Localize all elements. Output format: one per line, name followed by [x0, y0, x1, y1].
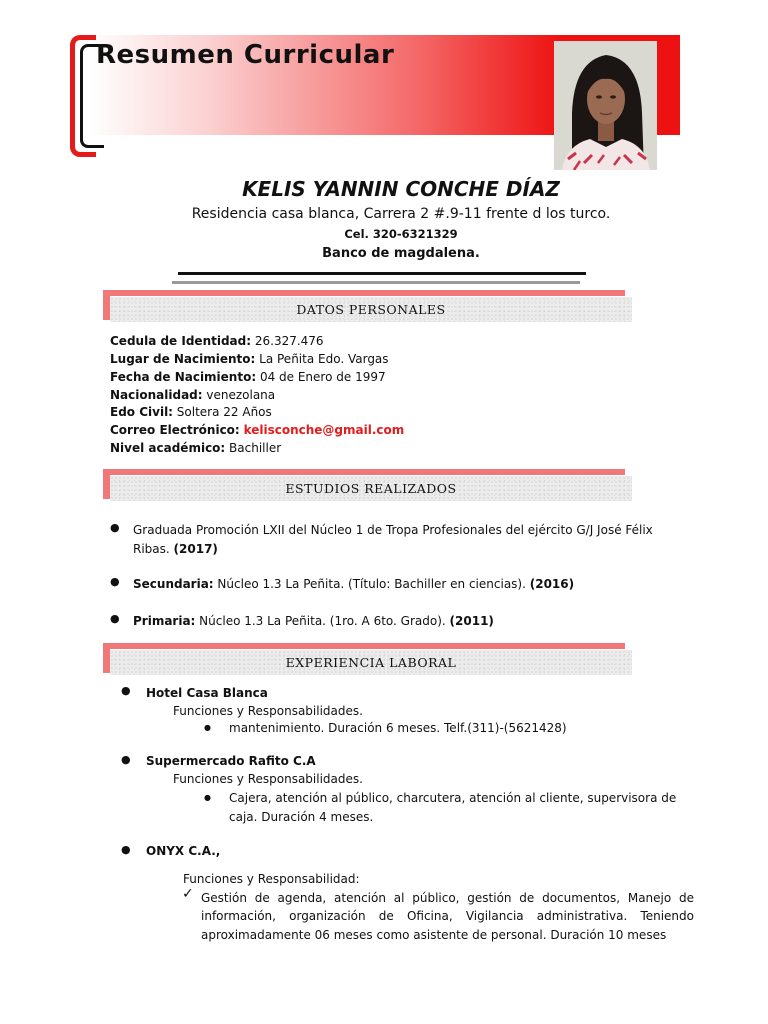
personal-academic-value: Bachiller [225, 441, 282, 455]
study-item-3-label: Primaria: [133, 614, 196, 628]
checkmark-icon: ✓ [182, 886, 194, 902]
study-item-1-line1: Graduada Promoción LXII del Núcleo 1 de Tropa Profesionales del ejército G/J José Félix [133, 523, 653, 537]
job-1-item: mantenimiento. Duración 6 meses. Telf.(311)-(5621428) [229, 721, 567, 735]
personal-id-row [110, 333, 324, 349]
study-item-2-label: Secundaria: [133, 577, 214, 591]
section-header-experience: EXPERIENCIA LABORAL [110, 650, 632, 675]
job-2-subtitle: Funciones y Responsabilidades. [173, 772, 363, 786]
study-item-1-year: (2017) [173, 542, 218, 556]
personal-nationality-label: Nacionalidad: [110, 388, 203, 402]
job-1-subtitle: Funciones y Responsabilidades. [173, 704, 363, 718]
personal-academic-label: Nivel académico: [110, 441, 226, 455]
study-item-2 [133, 576, 574, 592]
job-3-title: ONYX C.A., [146, 844, 221, 858]
personal-academic-row [110, 440, 281, 456]
bullet-icon: ● [110, 575, 120, 588]
bullet-icon: ● [121, 753, 131, 766]
study-item-3-value: Núcleo 1.3 La Peñita. (1ro. A 6to. Grado). [195, 614, 450, 628]
candidate-phone: Cel. 320-6321329 [344, 227, 458, 241]
candidate-name: KELIS YANNIN CONCHE DÍAZ [242, 177, 560, 201]
study-item-1-line2 [133, 541, 218, 557]
personal-civil-label: Edo Civil: [110, 405, 173, 419]
section-bar-personal [103, 290, 625, 296]
personal-birthdate-value: 04 de Enero de 1997 [256, 370, 386, 384]
profile-photo [554, 41, 657, 170]
study-item-3-year: (2011) [449, 614, 494, 628]
bullet-icon: ● [110, 521, 120, 534]
personal-civil-value: Soltera 22 Años [172, 405, 272, 419]
divider-gray [172, 281, 580, 284]
section-edge-studies [103, 469, 110, 499]
job-3-item-line3: aproximadamente 06 meses como asistente de personal. Duración 10 meses [201, 928, 667, 942]
personal-email-label: Correo Electrónico: [110, 423, 240, 437]
section-edge-experience [103, 643, 110, 673]
personal-birthdate-row [110, 369, 386, 385]
bullet-icon: ● [110, 612, 120, 625]
study-item-2-value: Núcleo 1.3 La Peñita. (Título: Bachiller en ciencias). [213, 577, 530, 591]
job-3-subtitle: Funciones y Responsabilidad: [183, 872, 360, 886]
job-3-item-line1: Gestión de agenda, atención al público, gestión de documentos, Manejo de [201, 891, 694, 905]
personal-birthdate-label: Fecha de Nacimiento: [110, 370, 257, 384]
candidate-bank: Banco de magdalena. [322, 246, 480, 261]
job-2-item-line2: caja. Duración 4 meses. [229, 810, 374, 824]
document-title: Resumen Curricular [96, 40, 395, 70]
section-header-studies: ESTUDIOS REALIZADOS [110, 476, 632, 501]
job-3-item-line2: información, organización de Oficina, Vigilancia administrativa. Teniendo [201, 909, 694, 923]
study-item-2-year: (2016) [529, 577, 575, 591]
personal-birthplace-value: La Peñita Edo. Vargas [255, 352, 389, 366]
section-bar-experience [103, 643, 625, 649]
bullet-icon: ● [204, 793, 211, 802]
divider-black [178, 272, 586, 275]
section-header-personal: DATOS PERSONALES [110, 297, 632, 322]
personal-id-label: Cedula de Identidad: [110, 334, 252, 348]
study-item-3 [133, 613, 494, 629]
bullet-icon: ● [204, 723, 211, 732]
section-edge-personal [103, 290, 110, 320]
job-2-title: Supermercado Rafito C.A [146, 754, 316, 768]
bullet-icon: ● [121, 684, 131, 697]
personal-birthplace-row [110, 351, 389, 367]
personal-birthplace-label: Lugar de Nacimiento: [110, 352, 256, 366]
job-2-item-line1: Cajera, atención al público, charcutera, atención al cliente, supervisora de [229, 791, 677, 805]
study-item-1-text: Ribas. [133, 542, 174, 556]
bullet-icon: ● [121, 843, 131, 856]
personal-id-value: 26.327.476 [251, 334, 324, 348]
candidate-address: Residencia casa blanca, Carrera 2 #.9-11 frente d los turco. [191, 206, 611, 222]
personal-email-link[interactable]: kelisconche@gmail.com [243, 423, 405, 437]
personal-nationality-value: venezolana [202, 388, 276, 402]
personal-civil-row [110, 404, 272, 420]
personal-nationality-row [110, 387, 275, 403]
section-bar-studies [103, 469, 625, 475]
job-1-title: Hotel Casa Blanca [146, 686, 268, 700]
personal-email-row [110, 422, 404, 438]
